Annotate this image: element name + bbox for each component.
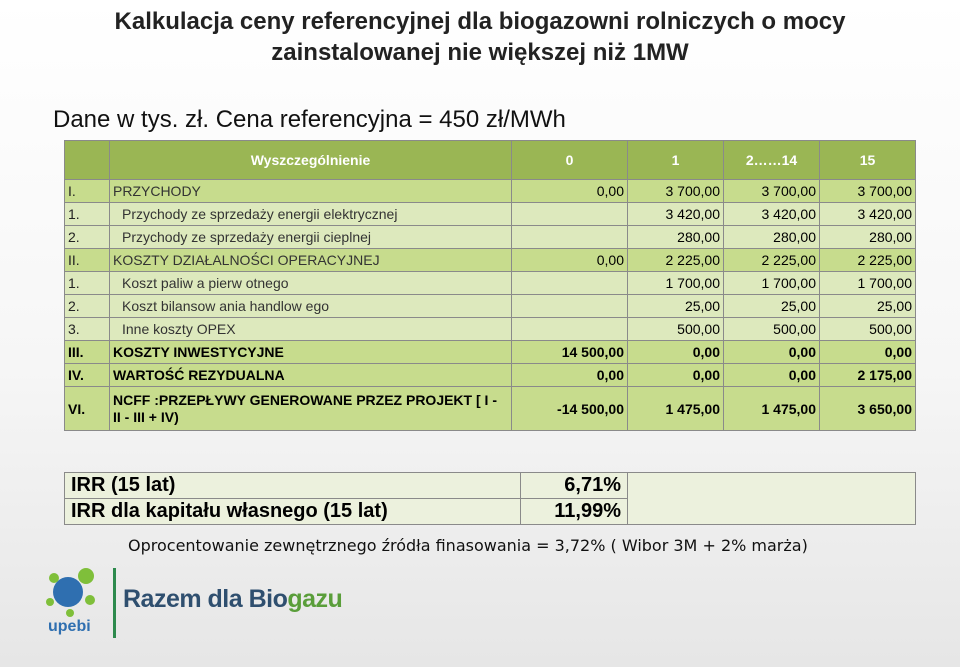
subtitle: Dane w tys. zł. Cena referencyjna = 450 zł/MWh — [53, 106, 566, 133]
header-col-0: 0 — [512, 141, 628, 180]
table-header-row — [65, 141, 916, 180]
header-label: Wyszczególnienie — [110, 141, 512, 180]
row-value-2: 25,00 — [724, 295, 820, 318]
row-value-3: 0,00 — [820, 341, 916, 364]
irr-label: IRR (15 lat) — [65, 473, 521, 499]
irr-equity-label: IRR dla kapitału własnego (15 lat) — [65, 499, 521, 525]
row-value-2: 3 420,00 — [724, 203, 820, 226]
row-number: 2. — [65, 226, 110, 249]
row-label: Przychody ze sprzedaży energii cieplnej — [110, 226, 512, 249]
row-number: VI. — [65, 387, 110, 431]
row-label: Koszt bilansow ania handlow ego — [110, 295, 512, 318]
table-row — [65, 341, 916, 364]
table-row — [65, 318, 916, 341]
irr-equity-value: 11,99% — [521, 499, 628, 525]
row-value-2: 2 225,00 — [724, 249, 820, 272]
row-value-3: 3 420,00 — [820, 203, 916, 226]
row-value-2: 1 700,00 — [724, 272, 820, 295]
row-value-0 — [512, 203, 628, 226]
row-value-1: 3 700,00 — [628, 180, 724, 203]
logo-text-part-a: Razem dla Bio — [123, 585, 288, 613]
row-number: 3. — [65, 318, 110, 341]
row-value-2: 0,00 — [724, 341, 820, 364]
row-number: II. — [65, 249, 110, 272]
row-value-3: 3 700,00 — [820, 180, 916, 203]
irr-blank-cell — [628, 473, 916, 525]
row-value-1: 1 700,00 — [628, 272, 724, 295]
row-value-1: 500,00 — [628, 318, 724, 341]
table-row — [65, 180, 916, 203]
table-row — [65, 203, 916, 226]
table-row — [65, 226, 916, 249]
calculation-table — [64, 140, 916, 431]
row-value-2: 0,00 — [724, 364, 820, 387]
table-row — [65, 249, 916, 272]
razem-dla-biogazu-logo — [123, 585, 342, 614]
row-value-0: -14 500,00 — [512, 387, 628, 431]
row-label: Inne koszty OPEX — [110, 318, 512, 341]
header-col-1: 1 — [628, 141, 724, 180]
row-value-1: 280,00 — [628, 226, 724, 249]
row-label: Przychody ze sprzedaży energii elektrycznej — [110, 203, 512, 226]
row-value-1: 2 225,00 — [628, 249, 724, 272]
row-label: WARTOŚĆ REZYDUALNA — [110, 364, 512, 387]
row-number: I. — [65, 180, 110, 203]
row-value-3: 2 175,00 — [820, 364, 916, 387]
row-value-1: 0,00 — [628, 341, 724, 364]
row-value-0: 0,00 — [512, 249, 628, 272]
page-title: Kalkulacja ceny referencyjnej dla biogazowni rolniczych o mocy zainstalowanej nie większej niż 1MW — [114, 8, 846, 66]
logo-text-part-b: gazu — [287, 585, 343, 613]
row-label: KOSZTY DZIAŁALNOŚCI OPERACYJNEJ — [110, 249, 512, 272]
financing-note: Oprocentowanie zewnętrznego źródła finasowania = 3,72% ( Wibor 3M + 2% marża) — [128, 536, 808, 555]
row-value-0 — [512, 295, 628, 318]
row-value-0: 0,00 — [512, 364, 628, 387]
table-row — [65, 295, 916, 318]
row-number: IV. — [65, 364, 110, 387]
row-value-1: 3 420,00 — [628, 203, 724, 226]
table-row — [65, 364, 916, 387]
row-number: 2. — [65, 295, 110, 318]
row-value-0 — [512, 226, 628, 249]
row-value-2: 280,00 — [724, 226, 820, 249]
header-col-3: 15 — [820, 141, 916, 180]
row-value-3: 25,00 — [820, 295, 916, 318]
row-value-2: 3 700,00 — [724, 180, 820, 203]
row-number: 1. — [65, 203, 110, 226]
logo-divider — [113, 568, 116, 638]
row-value-1: 1 475,00 — [628, 387, 724, 431]
row-value-0: 0,00 — [512, 180, 628, 203]
row-label: NCFF :PRZEPŁYWY GENEROWANE PRZEZ PROJEKT [ I - II - III + IV) — [110, 387, 512, 431]
table-row — [65, 387, 916, 431]
row-value-1: 25,00 — [628, 295, 724, 318]
row-value-3: 2 225,00 — [820, 249, 916, 272]
row-value-3: 1 700,00 — [820, 272, 916, 295]
row-number: 1. — [65, 272, 110, 295]
row-value-2: 500,00 — [724, 318, 820, 341]
irr-value: 6,71% — [521, 473, 628, 499]
row-value-3: 3 650,00 — [820, 387, 916, 431]
row-value-0: 14 500,00 — [512, 341, 628, 364]
upebi-logo-text: upebi — [48, 618, 91, 635]
irr-row — [65, 473, 916, 499]
row-value-0 — [512, 318, 628, 341]
header-empty-cell — [65, 141, 110, 180]
row-value-0 — [512, 272, 628, 295]
row-label: PRZYCHODY — [110, 180, 512, 203]
row-value-3: 500,00 — [820, 318, 916, 341]
row-label: Koszt paliw a pierw otnego — [110, 272, 512, 295]
row-value-2: 1 475,00 — [724, 387, 820, 431]
table-row — [65, 272, 916, 295]
row-value-3: 280,00 — [820, 226, 916, 249]
irr-table — [64, 472, 916, 525]
row-label: KOSZTY INWESTYCYJNE — [110, 341, 512, 364]
header-col-2: 2……14 — [724, 141, 820, 180]
row-value-1: 0,00 — [628, 364, 724, 387]
row-number: III. — [65, 341, 110, 364]
